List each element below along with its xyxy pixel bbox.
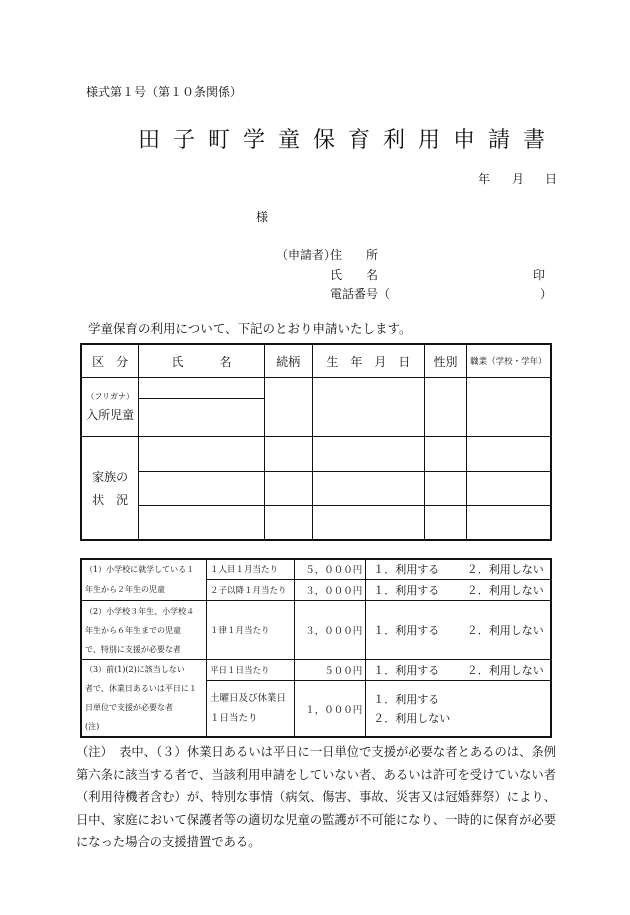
family-label-2: 状 況 bbox=[92, 492, 129, 507]
category-1-cell bbox=[81, 559, 206, 601]
header-relationship: 続柄 bbox=[264, 344, 312, 378]
category-2-line: 年生から６年生までの児童 bbox=[85, 625, 181, 635]
nouse-option[interactable]: ２．利用しない bbox=[466, 583, 544, 597]
family-birthdate-cell[interactable] bbox=[312, 472, 424, 506]
header-gender: 性別 bbox=[425, 344, 467, 378]
child-relationship-cell[interactable] bbox=[264, 378, 312, 437]
category-3-line: 者で、休業日あるいは平日に１ bbox=[85, 684, 197, 693]
fee-price: １，０００円 bbox=[294, 681, 366, 737]
family-gender-cell[interactable] bbox=[425, 506, 467, 540]
family-relationship-cell[interactable] bbox=[264, 506, 312, 540]
child-birthdate-cell[interactable] bbox=[312, 378, 424, 437]
fee-unit: １人目１月当たり bbox=[206, 559, 294, 579]
category-3-line: (注) bbox=[85, 722, 100, 731]
fee-price: ３，０００円 bbox=[294, 579, 366, 600]
fee-unit bbox=[206, 681, 294, 737]
family-name-cell[interactable] bbox=[139, 437, 265, 472]
use-option[interactable]: １．利用する bbox=[373, 664, 440, 678]
furigana-label: （フリガナ） bbox=[86, 392, 134, 401]
seal-mark: 印 bbox=[533, 268, 546, 282]
category-1-line: 年生から２年生の児童 bbox=[85, 585, 165, 594]
header-name: 氏 名 bbox=[139, 344, 265, 378]
nouse-option[interactable]: ２．利用しない bbox=[466, 563, 544, 577]
header-category: 区 分 bbox=[81, 344, 139, 378]
child-gender-cell[interactable] bbox=[425, 378, 467, 437]
family-name-cell[interactable] bbox=[139, 472, 265, 506]
child-occupation-cell[interactable] bbox=[466, 378, 551, 437]
fee-unit: 平日１日当たり bbox=[206, 660, 294, 681]
family-row bbox=[81, 437, 551, 472]
use-option[interactable]: １．利用する bbox=[373, 692, 440, 706]
use-options[interactable] bbox=[366, 601, 551, 660]
family-table bbox=[80, 343, 552, 541]
address-label: 住 所 bbox=[330, 248, 379, 262]
use-options[interactable] bbox=[366, 660, 551, 681]
use-options[interactable] bbox=[366, 681, 551, 737]
family-gender-cell[interactable] bbox=[425, 472, 467, 506]
date-month-label: 月 bbox=[512, 172, 525, 186]
header-occupation: 職業（学校・学年） bbox=[466, 344, 551, 378]
fee-unit: ２子以降１月当たり bbox=[206, 579, 294, 600]
fee-unit-line: 土曜日及び休業日 bbox=[209, 692, 286, 704]
use-options[interactable] bbox=[366, 579, 551, 600]
phone-close: ） bbox=[540, 287, 553, 301]
family-gender-cell[interactable] bbox=[425, 437, 467, 472]
family-occupation-cell[interactable] bbox=[466, 506, 551, 540]
nouse-option[interactable]: ２．利用しない bbox=[466, 624, 544, 637]
child-row bbox=[81, 378, 551, 437]
use-options[interactable] bbox=[366, 559, 551, 579]
child-name-field[interactable] bbox=[139, 399, 264, 436]
fee-row bbox=[81, 660, 551, 681]
category-3-line: （3）前(1)(2)に該当しない bbox=[85, 665, 185, 674]
category-1-line: （1）小学校に就学している１ bbox=[85, 565, 195, 574]
family-relationship-cell[interactable] bbox=[264, 472, 312, 506]
category-3-line: 日単位で支援が必要な者 bbox=[85, 703, 173, 712]
child-furigana-field[interactable] bbox=[139, 378, 264, 399]
form-title: 田子町学童保育利用申請書 bbox=[138, 128, 559, 153]
date-day-label: 日 bbox=[545, 172, 558, 186]
phone-label: 電話番号（ bbox=[330, 287, 391, 301]
family-occupation-cell[interactable] bbox=[466, 437, 551, 472]
fee-price: ５００円 bbox=[294, 660, 366, 681]
nouse-option[interactable]: ２．利用しない bbox=[466, 664, 544, 678]
intro-text: 学童保育の利用について、下記のとおり申請いたします。 bbox=[88, 321, 412, 336]
applicant-label: （申請者） bbox=[276, 248, 337, 262]
family-relationship-cell[interactable] bbox=[264, 437, 312, 472]
date-year-label: 年 bbox=[478, 172, 491, 186]
footnote: （注） 表中、（３）休業日あるいは平日に一日単位で支援が必要な者とあるのは、条例第六条に該当する者で、当該利用申請をしていない者、あるいは許可を受けていない者（利用待機者含む）が、特別な事情（病気、傷害、事故、災害又は冠婚葬祭）により、日中、家庭において保護者等の適切な児童の監護が不可能になり、一時的に保育が必要になった場合の支援措置である。 bbox=[76, 745, 556, 849]
category-2-line: で、特別に支援が必要な者 bbox=[85, 644, 181, 654]
family-birthdate-cell[interactable] bbox=[312, 506, 424, 540]
form-reference: 様式第１号（第１０条関係） bbox=[86, 85, 243, 99]
fee-unit-line: １日当たり bbox=[209, 712, 258, 724]
family-row bbox=[81, 506, 551, 540]
category-3-cell bbox=[81, 660, 206, 738]
name-label: 氏 名 bbox=[330, 268, 379, 282]
family-label-1: 家族の bbox=[92, 469, 129, 484]
child-label: 入所児童 bbox=[86, 408, 135, 422]
family-occupation-cell[interactable] bbox=[466, 472, 551, 506]
family-row bbox=[81, 472, 551, 506]
family-category-cell bbox=[81, 437, 139, 540]
fee-row bbox=[81, 559, 551, 579]
family-table-header bbox=[81, 344, 551, 378]
fee-price: ５，０００円 bbox=[294, 559, 366, 579]
fee-table bbox=[80, 558, 552, 738]
category-2-line: （2）小学校３年生、小学校４ bbox=[85, 606, 195, 616]
family-birthdate-cell[interactable] bbox=[312, 437, 424, 472]
fee-unit: １律１月当たり bbox=[206, 601, 294, 660]
addressee-label: 様 bbox=[256, 210, 269, 224]
child-category-cell bbox=[81, 378, 139, 437]
child-name-cell[interactable] bbox=[139, 378, 265, 437]
use-option[interactable]: １．利用する bbox=[373, 624, 440, 637]
fee-row bbox=[81, 601, 551, 660]
family-name-cell[interactable] bbox=[139, 506, 265, 540]
nouse-option[interactable]: ２．利用しない bbox=[373, 711, 451, 725]
use-option[interactable]: １．利用する bbox=[373, 563, 440, 577]
header-birthdate: 生 年 月 日 bbox=[312, 344, 424, 378]
category-2-cell bbox=[81, 601, 206, 660]
use-option[interactable]: １．利用する bbox=[373, 583, 440, 597]
fee-price: ３，０００円 bbox=[294, 601, 366, 660]
